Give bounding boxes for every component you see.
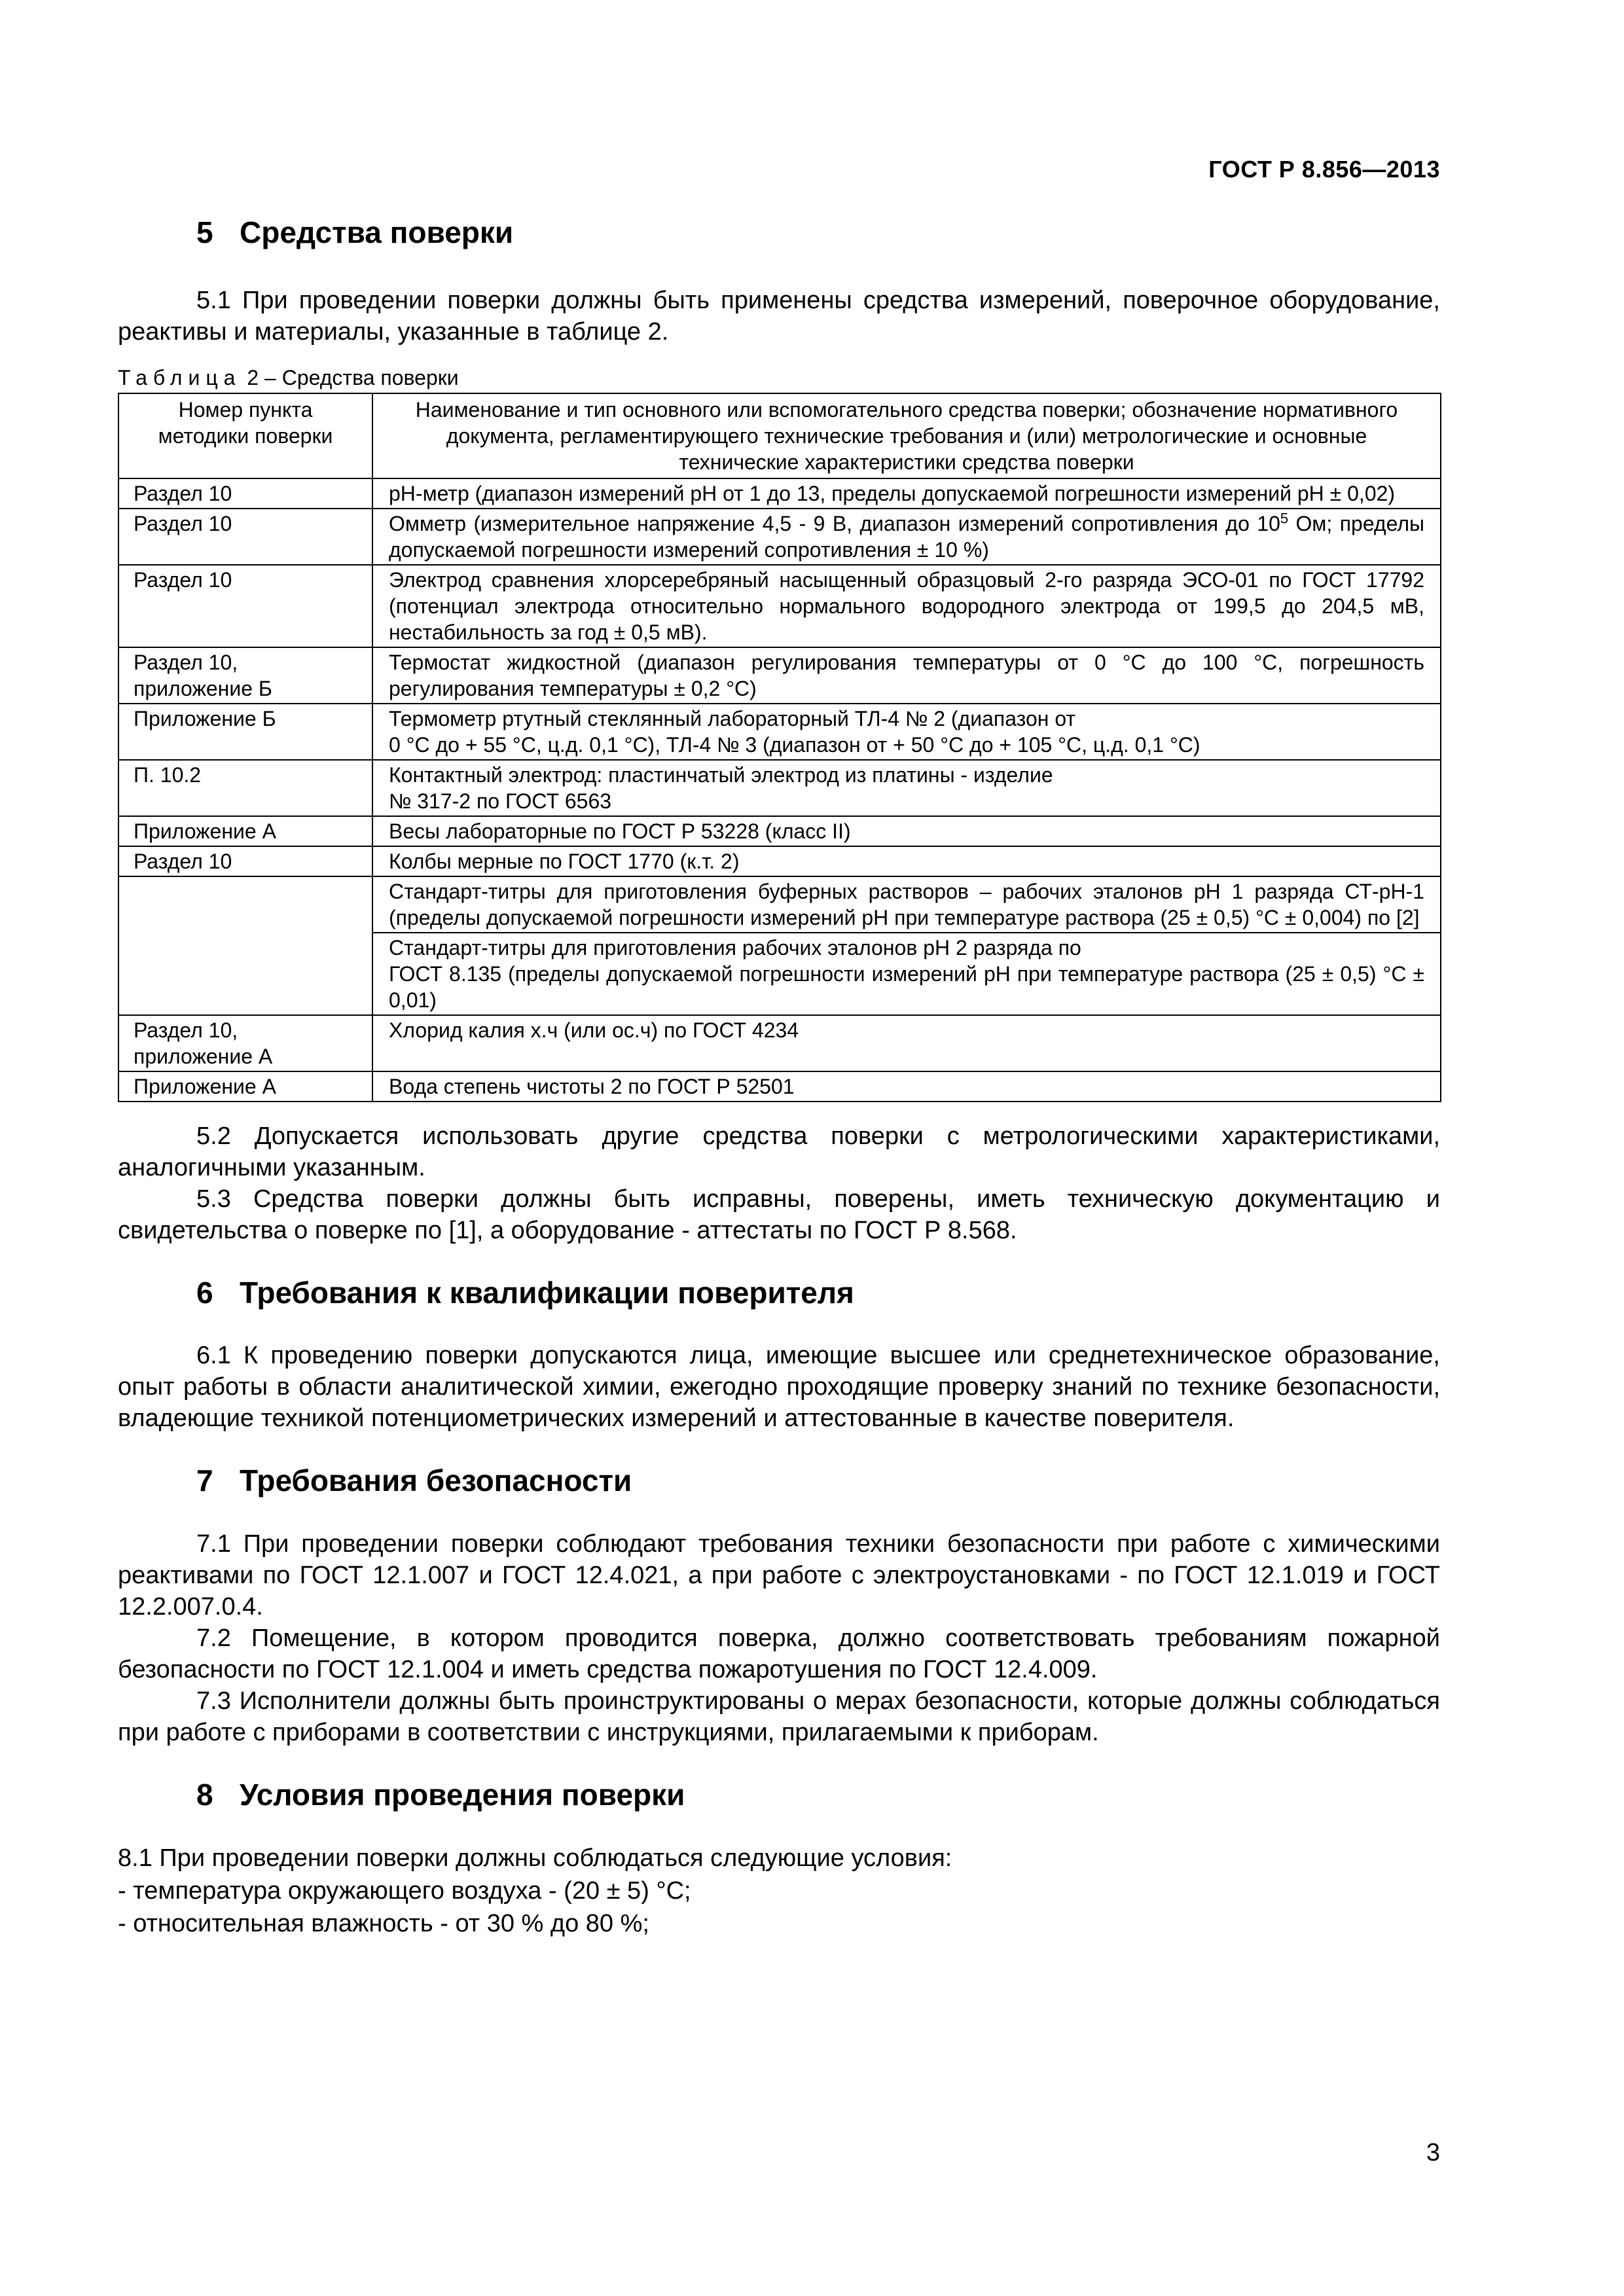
table-row xyxy=(118,478,1441,509)
table-cell-desc: Электрод сравнения хлорсеребряный насыщенный образцовый 2-го разряда ЭСО-01 по ГОСТ 17792 (потенциал электрода относительно нормального водородного электрода от 199,5 до 204,5 мВ, нестабильность за год ± 0,5 мВ). xyxy=(372,565,1441,647)
paragraph: 5.3 Средства поверки должны быть исправны, поверены, иметь техническую документацию и свидетельства о поверке по [1], а оборудование - аттестаты по ГОСТ Р 8.568. xyxy=(118,1185,1440,1245)
document-code: ГОСТ Р 8.856—2013 xyxy=(1208,156,1440,183)
section-number: 6 xyxy=(196,1276,213,1310)
table-row xyxy=(118,816,1441,846)
table-cell-ref: Раздел 10 xyxy=(118,509,372,565)
table-row xyxy=(118,1071,1441,1102)
table-cell-ref: Раздел 10, приложение Б xyxy=(118,647,372,704)
desc-part: Ом; пределы допускаемой погрешности измерений сопротивления ± 10 %) xyxy=(389,512,1425,562)
table-cell-ref: Раздел 10, приложение А xyxy=(118,1015,372,1071)
verification-tools-table xyxy=(118,393,1441,1102)
table-caption-title: 2 – Средства поверки xyxy=(241,366,459,390)
table-cell-desc xyxy=(372,933,1441,1015)
table-cell-desc xyxy=(372,704,1441,760)
paragraph: 5.1 При проведении поверки должны быть применены средства измерений, поверочное оборудование, реактивы и материалы, указанные в таблице 2. xyxy=(118,287,1440,346)
desc-part: Омметр (измерительное напряжение 4,5 - 9 В, диапазон измерений сопротивления до 10 xyxy=(389,512,1280,536)
table-cell-ref: П. 10.2 xyxy=(118,760,372,816)
desc-line: Контактный электрод: пластинчатый электрод из платины - изделие xyxy=(389,763,1053,787)
section-heading xyxy=(118,1463,1440,1499)
page-number: 3 xyxy=(1426,2139,1440,2166)
table-row xyxy=(118,704,1441,760)
section-title: Средства поверки xyxy=(240,215,514,249)
table-cell-ref xyxy=(118,876,372,1015)
table-cell-desc xyxy=(372,509,1441,565)
paragraph: 8.1 При проведении поверки должны соблюдаться следующие условия: xyxy=(118,1844,952,1872)
paragraph: 5.2 Допускается использовать другие средства поверки с метрологическими характеристиками, аналогичными указанным. xyxy=(118,1122,1440,1182)
paragraph: 7.1 При проведении поверки соблюдают требования техники безопасности при работе с химическими реактивами по ГОСТ 12.1.007 и ГОСТ 12.4.021, а при работе с электроустановками - по ГОСТ 12.1.019 и ГОСТ 12.2.007.0.4. xyxy=(118,1530,1440,1621)
table-row xyxy=(118,846,1441,876)
table-caption-label: Таблица xyxy=(118,366,242,390)
table-row xyxy=(118,647,1441,704)
section-heading xyxy=(118,1275,1440,1311)
desc-line: 0 °С до + 55 °С, ц.д. 0,1 °С), ТЛ-4 № 3 (диапазон от + 50 °С до + 105 °С, ц.д. 0,1 °С) xyxy=(389,733,1200,757)
table-cell-desc: Колбы мерные по ГОСТ 1770 (к.т. 2) xyxy=(372,846,1441,876)
paragraph: 6.1 К проведению поверки допускаются лица, имеющие высшее или среднетехническое образование, опыт работы в области аналитической химии, ежегодно проходящие проверку знаний по технике безопасности, владеющие техникой потенциометрических измерений и аттестованные в качестве поверителя. xyxy=(118,1342,1440,1433)
column-header: Наименование и тип основного или вспомогательного средства поверки; обозначение нормативного документа, регламентирующего технические требования и (или) метрологические и основные технические характеристики средства поверки xyxy=(372,393,1441,478)
page-body xyxy=(118,151,1440,1940)
paragraph: 7.3 Исполнители должны быть проинструктированы о мерах безопасности, которые должны соблюдаться при работе с приборами в соответствии с инструкциями, прилагаемыми к приборам. xyxy=(118,1687,1440,1746)
desc-line: Стандарт-титры для приготовления рабочих эталонов pH 2 разряда по xyxy=(389,936,1081,960)
table-header-row xyxy=(118,393,1441,478)
table-cell-ref: Раздел 10 xyxy=(118,478,372,509)
table-row xyxy=(118,760,1441,816)
desc-line: ГОСТ 8.135 (пределы допускаемой погрешности измерений pH при температуре раствора (25 ± 0,5) °С ± 0,01) xyxy=(389,962,1424,1013)
section-number: 5 xyxy=(196,215,213,249)
table-cell-ref: Приложение Б xyxy=(118,704,372,760)
table-cell-ref: Раздел 10 xyxy=(118,565,372,647)
table-cell-ref: Приложение А xyxy=(118,816,372,846)
table-row xyxy=(118,509,1441,565)
table-cell-desc: Стандарт-титры для приготовления буферных растворов – рабочих эталонов pH 1 разряда СТ-pH-1 (пределы допускаемой погрешности измерений pH при температуре раствора (25 ± 0,5) °С ± 0,004) по [2] xyxy=(372,876,1441,933)
section-number: 8 xyxy=(196,1777,213,1812)
section-heading xyxy=(118,215,1440,251)
section-title: Требования безопасности xyxy=(240,1463,632,1498)
list-item: - относительная влажность - от 30 % до 80 %; xyxy=(118,1909,649,1937)
section-number: 7 xyxy=(196,1463,213,1498)
column-header: Номер пункта методики поверки xyxy=(118,393,372,478)
paragraph: 7.2 Помещение, в котором проводится поверка, должно соответствовать требованиям пожарной безопасности по ГОСТ 12.1.004 и иметь средства пожаротушения по ГОСТ 12.4.009. xyxy=(118,1624,1440,1683)
section-heading xyxy=(118,1777,1440,1813)
table-cell-desc: Хлорид калия х.ч (или ос.ч) по ГОСТ 4234 xyxy=(372,1015,1441,1071)
table-caption xyxy=(118,366,1440,390)
section-title: Условия проведения поверки xyxy=(240,1777,685,1812)
table-cell-ref: Раздел 10 xyxy=(118,846,372,876)
section-title: Требования к квалификации поверителя xyxy=(240,1276,854,1310)
table-row xyxy=(118,1015,1441,1071)
table-cell-ref: Приложение А xyxy=(118,1071,372,1102)
table-cell-desc: Термостат жидкостной (диапазон регулирования температуры от 0 °С до 100 °С, погрешность регулирования температуры ± 0,2 °С) xyxy=(372,647,1441,704)
superscript: 5 xyxy=(1280,510,1289,527)
table-row xyxy=(118,565,1441,647)
table-cell-desc xyxy=(372,760,1441,816)
table-cell-desc: Вода степень чистоты 2 по ГОСТ Р 52501 xyxy=(372,1071,1441,1102)
list-item: - температура окружающего воздуха - (20 ± 5) °С; xyxy=(118,1876,691,1905)
desc-line: Термометр ртутный стеклянный лабораторный ТЛ-4 № 2 (диапазон от xyxy=(389,707,1076,731)
desc-line: № 317-2 по ГОСТ 6563 xyxy=(389,789,612,814)
table-row xyxy=(118,876,1441,933)
table-cell-desc: pH-метр (диапазон измерений pH от 1 до 13, пределы допускаемой погрешности измерений pH ± 0,02) xyxy=(372,478,1441,509)
table-cell-desc: Весы лабораторные по ГОСТ Р 53228 (класс II) xyxy=(372,816,1441,846)
